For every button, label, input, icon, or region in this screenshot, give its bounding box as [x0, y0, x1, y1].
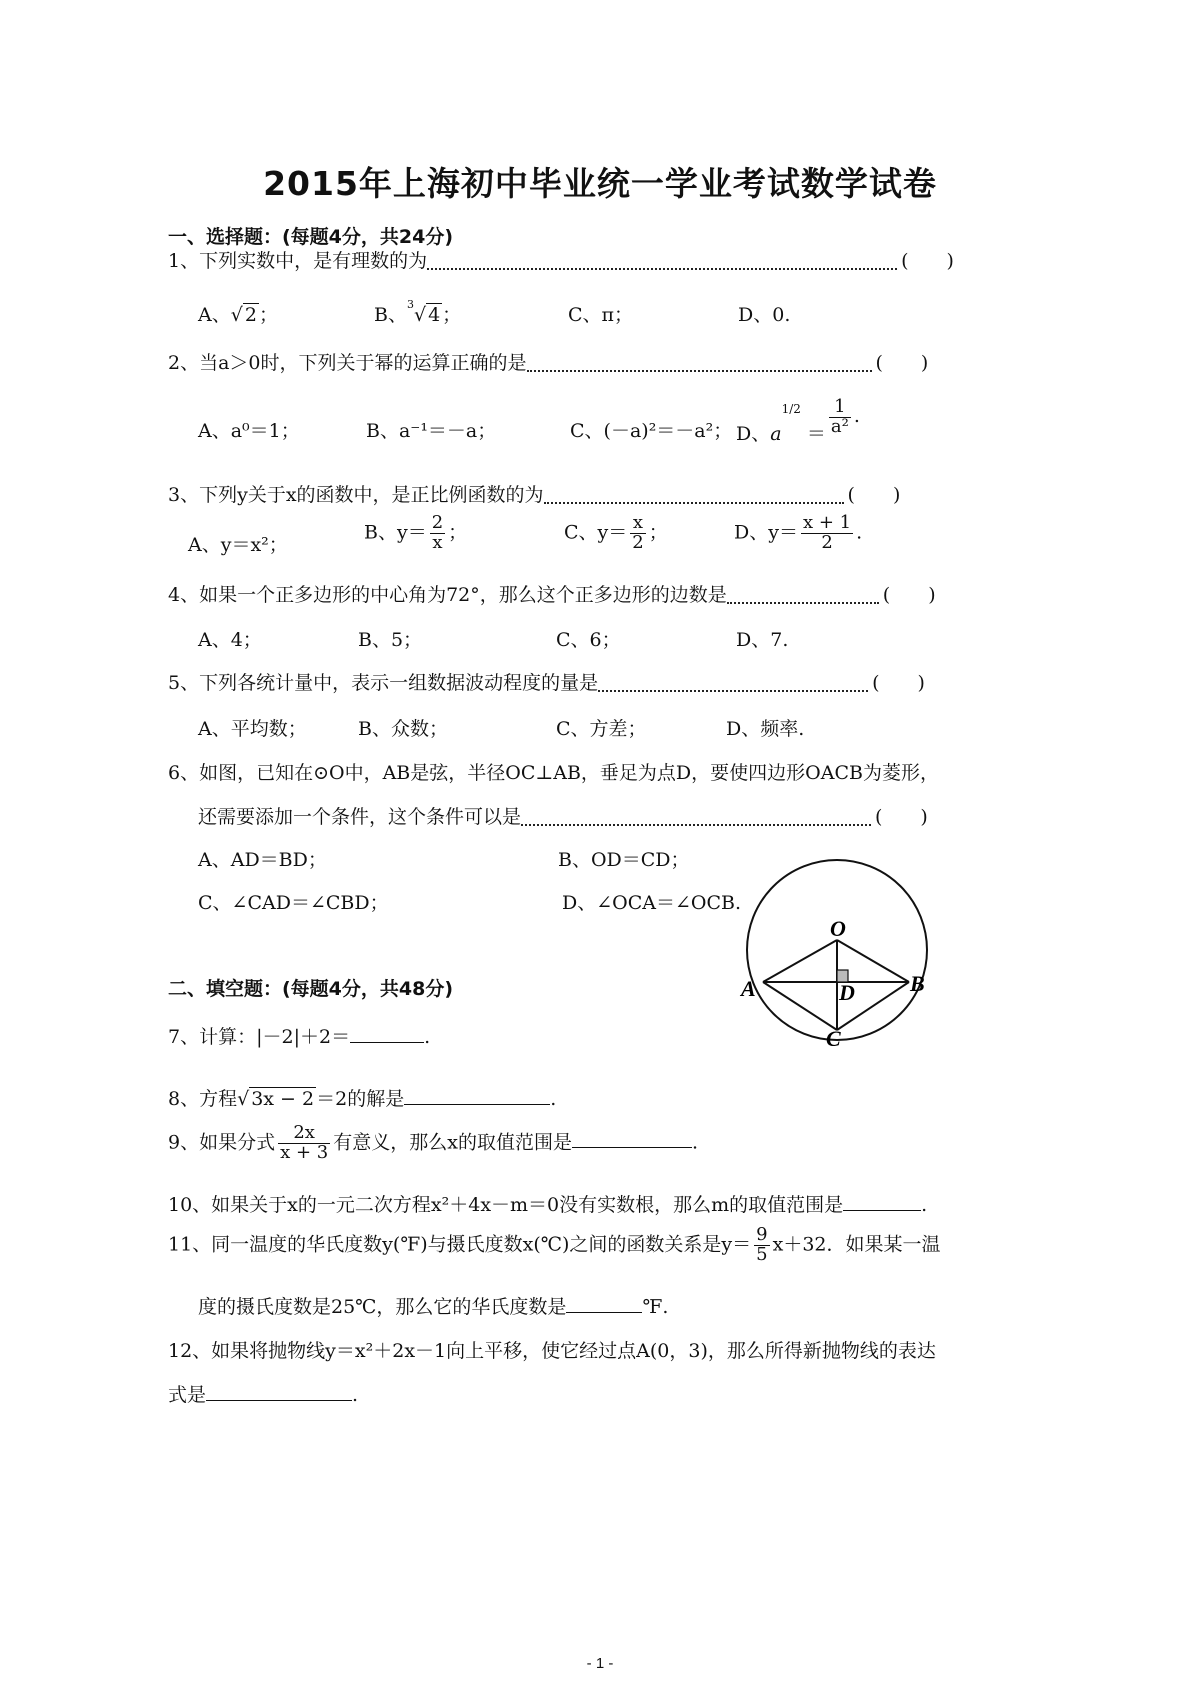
label-o: O — [830, 916, 846, 941]
option-tail: ； — [448, 521, 468, 544]
question-2 — [168, 348, 928, 375]
q5-option-d: D、频率. — [726, 718, 805, 740]
option-tail: . — [853, 405, 860, 428]
q1-option-b: B、$^3$√ 4 ； — [374, 297, 462, 326]
dot-leader — [727, 588, 879, 604]
segment-ac — [763, 982, 837, 1030]
root-index: 3 — [406, 297, 414, 311]
question-9-stem: 9、如果分式 — [168, 1131, 276, 1154]
dot-leader — [544, 488, 844, 504]
q5-option-a: A、平均数； — [198, 718, 307, 740]
question-4-stem: 4、如果一个正多边形的中心角为72°，那么这个正多边形的边数是 — [168, 584, 727, 606]
q5-option-b: B、众数； — [358, 718, 448, 740]
question-5 — [168, 668, 925, 695]
q6-option-d: D、∠OCA＝∠OCB. — [562, 892, 742, 914]
option-label: D、 — [736, 423, 771, 446]
question-12-line2 — [168, 1380, 358, 1407]
option-label: C、y＝ — [564, 521, 628, 544]
q3-option-d — [734, 514, 862, 553]
fraction: $\frac{x + 1}{2}$ — [802, 512, 852, 553]
question-7 — [168, 1022, 430, 1049]
fraction: $\frac{2}{x}$ — [431, 512, 444, 553]
q4-option-d: D、7. — [736, 629, 789, 651]
q4-option-a: A、4； — [198, 629, 262, 651]
page-title: 2015年上海初中毕业统一学业考试数学试卷 — [263, 164, 937, 203]
option-label: D、y＝ — [734, 521, 798, 544]
answer-blank — [206, 1382, 352, 1401]
question-11-tail: x＋32．如果某一温 — [772, 1233, 941, 1256]
question-11-line1 — [168, 1226, 941, 1265]
q1-option-c: C、π； — [568, 304, 634, 326]
option-tail: . — [856, 521, 863, 544]
question-10 — [168, 1190, 927, 1217]
question-8-mid: ＝2的解是 — [316, 1088, 405, 1110]
q4-option-c: C、6； — [556, 629, 621, 651]
answer-blank — [350, 1024, 424, 1043]
question-4 — [168, 580, 936, 607]
answer-blank — [572, 1129, 692, 1148]
q3-option-c — [564, 514, 668, 553]
q4-option-b: B、5； — [358, 629, 423, 651]
q5-option-c: C、方差； — [556, 718, 647, 740]
label-d: D — [839, 980, 855, 1005]
option-tail: ； — [442, 304, 462, 326]
expression: |－2|＋2＝ — [256, 1026, 351, 1048]
period: . — [921, 1194, 928, 1216]
segment-oa — [763, 940, 837, 982]
option-tail: ； — [648, 521, 668, 544]
answer-paren: ( ) — [872, 672, 925, 694]
question-7-stem: 7、计算： — [168, 1026, 257, 1048]
section-choice-heading: 一、选择题：(每题4分，共24分) — [168, 226, 454, 248]
fraction: $\frac{2x}{x + 3}$ — [280, 1122, 329, 1163]
option-label: B、 — [374, 304, 407, 326]
radicand: 3x − 2 — [251, 1088, 315, 1110]
question-1 — [168, 246, 954, 273]
period: . — [550, 1088, 557, 1110]
question-8-stem: 8、方程 — [168, 1088, 238, 1110]
dot-leader — [521, 810, 871, 826]
question-6 — [198, 802, 928, 829]
fraction: $\frac{9}{5}$ — [756, 1224, 768, 1265]
fraction: $\frac{x}{2}$ — [632, 512, 644, 553]
fraction: $\frac{1}{\text{a²}}$ — [830, 396, 849, 437]
dot-leader — [427, 254, 897, 270]
circle-figure — [738, 850, 938, 1050]
q3-option-b — [364, 514, 467, 553]
q6-option-b: B、OD＝CD； — [558, 849, 690, 871]
answer-paren: ( ) — [875, 806, 928, 828]
q2-option-a: A、a⁰＝1； — [198, 420, 300, 442]
answer-paren: ( ) — [847, 484, 901, 506]
dot-leader — [527, 356, 872, 372]
answer-paren: ( ) — [901, 250, 954, 272]
unit: ℉. — [642, 1296, 669, 1318]
label-c: C — [826, 1026, 841, 1050]
answer-blank — [404, 1086, 550, 1105]
question-2-stem: 2、当a＞0时，下列关于幂的运算正确的是 — [168, 352, 527, 374]
question-12-stem-2: 式是 — [168, 1384, 207, 1406]
question-3 — [168, 480, 900, 507]
answer-blank — [843, 1192, 921, 1211]
radicand: 4 — [428, 304, 441, 326]
q6-option-c: C、∠CAD＝∠CBD； — [198, 892, 389, 914]
q1-option-a: A、√ 2 ； — [198, 304, 278, 326]
answer-paren: ( ) — [882, 584, 936, 606]
question-6-stem: 还需要添加一个条件，这个条件可以是 — [198, 806, 522, 828]
exponent: 1/2 — [781, 402, 801, 417]
label-a: A — [741, 976, 756, 1001]
radicand: 2 — [244, 304, 257, 326]
period: . — [424, 1026, 431, 1048]
period: . — [352, 1384, 359, 1406]
option-label: B、y＝ — [364, 521, 427, 544]
answer-paren: ( ) — [875, 352, 929, 374]
question-5-stem: 5、下列各统计量中，表示一组数据波动程度的量是 — [168, 672, 599, 694]
question-3-stem: 3、下列y关于x的函数中，是正比例函数的为 — [168, 484, 544, 506]
q1-option-d: D、0. — [738, 304, 791, 326]
question-11-stem-2: 度的摄氏度数是25℃，那么它的华氏度数是 — [198, 1296, 567, 1318]
question-11-line2 — [198, 1292, 668, 1319]
q2-option-b: B、a⁻¹＝－a； — [366, 420, 497, 442]
option-label: A、 — [198, 304, 231, 326]
page-number: - 1 - — [586, 1655, 614, 1672]
question-9-mid: 有意义，那么x的取值范围是 — [333, 1131, 572, 1154]
question-6-line1: 6、如图，已知在⊙O中，AB是弦，半径OC⊥AB，垂足为点D，要使四边形OACB为菱形， — [168, 762, 939, 784]
question-12-line1: 12、如果将抛物线y＝x²＋2x－1向上平移，使它经过点A(0，3)，那么所得新抛物线的表达 — [168, 1340, 936, 1362]
q2-option-c: C、(－a)²＝－a²； — [570, 420, 733, 442]
q3-option-a: A、y＝x²； — [188, 534, 288, 556]
section-fill-heading: 二、填空题：(每题4分，共48分) — [168, 978, 454, 1000]
question-10-stem: 10、如果关于x的一元二次方程x²＋4x－m＝0没有实数根，那么m的取值范围是 — [168, 1194, 844, 1216]
question-9 — [168, 1124, 698, 1163]
question-11-stem: 11、同一温度的华氏度数y(℉)与摄氏度数x(℃)之间的函数关系是y＝ — [168, 1233, 752, 1256]
q6-option-a: A、AD＝BD； — [198, 849, 327, 871]
question-1-stem: 1、下列实数中，是有理数的为 — [168, 250, 428, 272]
dot-leader — [598, 676, 868, 692]
q2-option-d: D、$a^{1/2}$ ＝ $\frac{1}{\text{a²}}$ . — [736, 396, 860, 446]
answer-blank — [566, 1294, 642, 1313]
label-b: B — [910, 971, 925, 996]
period: . — [691, 1131, 698, 1154]
question-8: 8、方程√ 3x − 2 ＝2的解是 . — [168, 1088, 557, 1110]
option-tail: ； — [258, 304, 278, 326]
